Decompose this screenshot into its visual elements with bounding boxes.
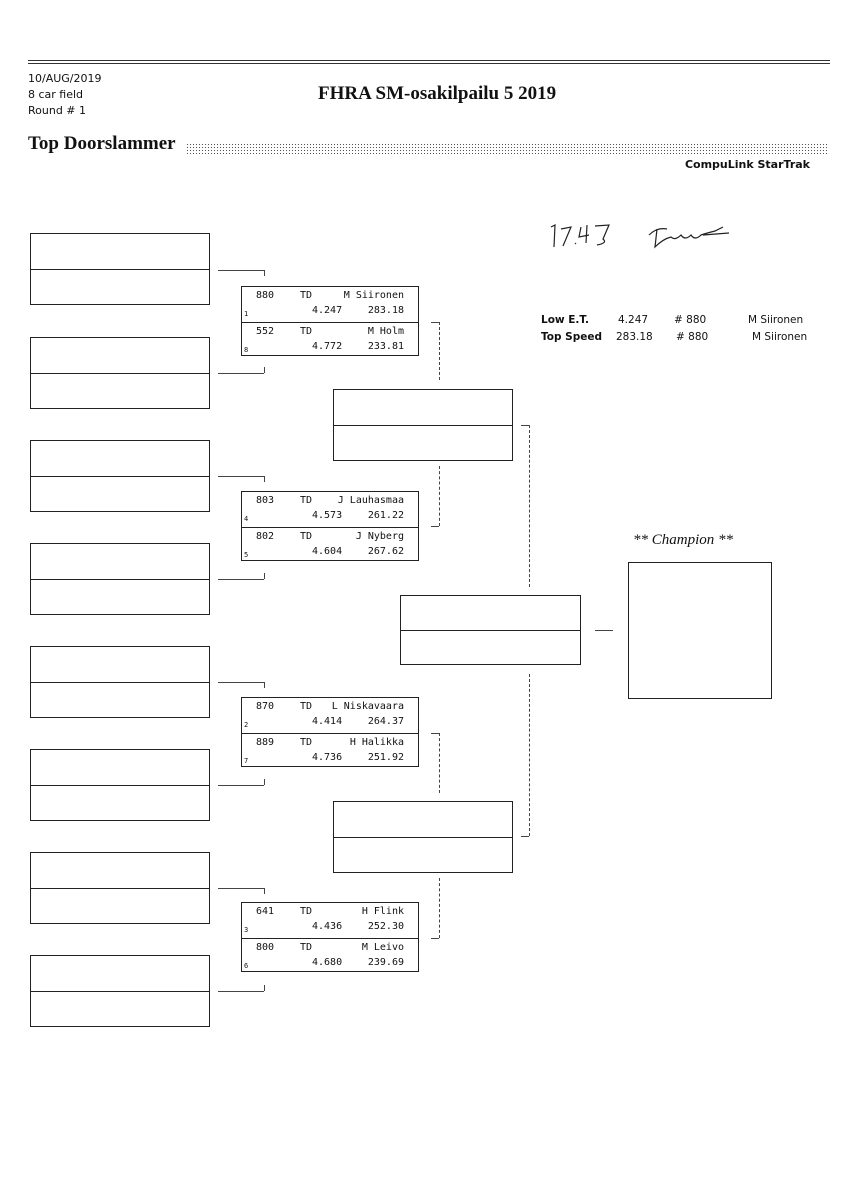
- connector: [529, 674, 530, 836]
- connector: [439, 878, 440, 938]
- dotted-leader: [186, 143, 829, 154]
- connector: [218, 373, 264, 374]
- connector: [521, 425, 529, 426]
- connector: [218, 991, 264, 992]
- entry-box-5: [30, 646, 210, 718]
- header-rule-top: [28, 60, 830, 61]
- event-date: 10/AUG/2019: [28, 72, 102, 85]
- connector: [264, 682, 265, 688]
- connector: [218, 785, 264, 786]
- connector: [264, 270, 265, 276]
- vendor-label: CompuLink StarTrak: [684, 158, 810, 171]
- field-size: 8 car field: [28, 88, 84, 101]
- connector: [218, 682, 264, 683]
- semi-box-2: [333, 801, 513, 873]
- header-rule-bottom: [28, 63, 830, 64]
- race-3: [241, 697, 419, 767]
- race-lane-bottom: 552 TD M Holm 8 4.772 233.81: [242, 322, 418, 358]
- low-et-car: # 880: [674, 314, 707, 326]
- top-speed-value: 283.18: [616, 331, 653, 343]
- handwritten-note: [545, 213, 740, 251]
- race-lane-bottom: 889 TD H Halikka 7 4.736 251.92: [242, 733, 418, 769]
- champion-label: ** Champion **: [633, 532, 734, 548]
- event-title: FHRA SM-osakilpailu 5 2019: [318, 83, 557, 104]
- entry-box-7: [30, 852, 210, 924]
- low-et-label: Low E.T.: [541, 314, 589, 326]
- connector: [264, 476, 265, 482]
- top-speed-car: # 880: [676, 331, 709, 343]
- entry-box-8: [30, 955, 210, 1027]
- connector: [264, 888, 265, 894]
- connector: [439, 733, 440, 793]
- connector: [439, 466, 440, 526]
- champion-box: [628, 562, 772, 699]
- race-lane-top: 880 TD M Siironen 1 4.247 283.18: [244, 290, 404, 318]
- race-lane-top: 870 TD L Niskavaara 2 4.414 264.37: [244, 701, 404, 729]
- race-2: [241, 491, 419, 561]
- connector: [218, 888, 264, 889]
- round-number: Round # 1: [28, 104, 87, 117]
- entry-box-1: [30, 233, 210, 305]
- connector: [264, 367, 265, 373]
- connector: [264, 573, 265, 579]
- connector: [431, 938, 439, 939]
- connector: [218, 476, 264, 477]
- semi-box-1: [333, 389, 513, 461]
- top-speed-label: Top Speed: [541, 331, 602, 343]
- race-lane-top: 641 TD H Flink 3 4.436 252.30: [244, 906, 404, 934]
- race-lane-bottom: 800 TD M Leivo 6 4.680 239.69: [242, 938, 418, 974]
- class-title: Top Doorslammer: [28, 133, 176, 154]
- connector: [431, 322, 439, 323]
- race-1: [241, 286, 419, 356]
- entry-box-3: [30, 440, 210, 512]
- connector: [431, 733, 439, 734]
- connector: [521, 836, 529, 837]
- connector: [439, 322, 440, 380]
- low-et-driver: M Siironen: [748, 314, 804, 326]
- connector: [595, 630, 613, 631]
- entry-box-2: [30, 337, 210, 409]
- race-4: [241, 902, 419, 972]
- top-speed-driver: M Siironen: [752, 331, 808, 343]
- race-lane-bottom: 802 TD J Nyberg 5 4.604 267.62: [242, 527, 418, 563]
- race-lane-top: 803 TD J Lauhasmaa 4 4.573 261.22: [244, 495, 404, 523]
- final-box: [400, 595, 581, 665]
- low-et-value: 4.247: [618, 314, 649, 326]
- connector: [529, 425, 530, 587]
- connector: [431, 526, 439, 527]
- connector: [264, 985, 265, 991]
- connector: [264, 779, 265, 785]
- connector: [218, 579, 264, 580]
- entry-box-4: [30, 543, 210, 615]
- entry-box-6: [30, 749, 210, 821]
- connector: [218, 270, 264, 271]
